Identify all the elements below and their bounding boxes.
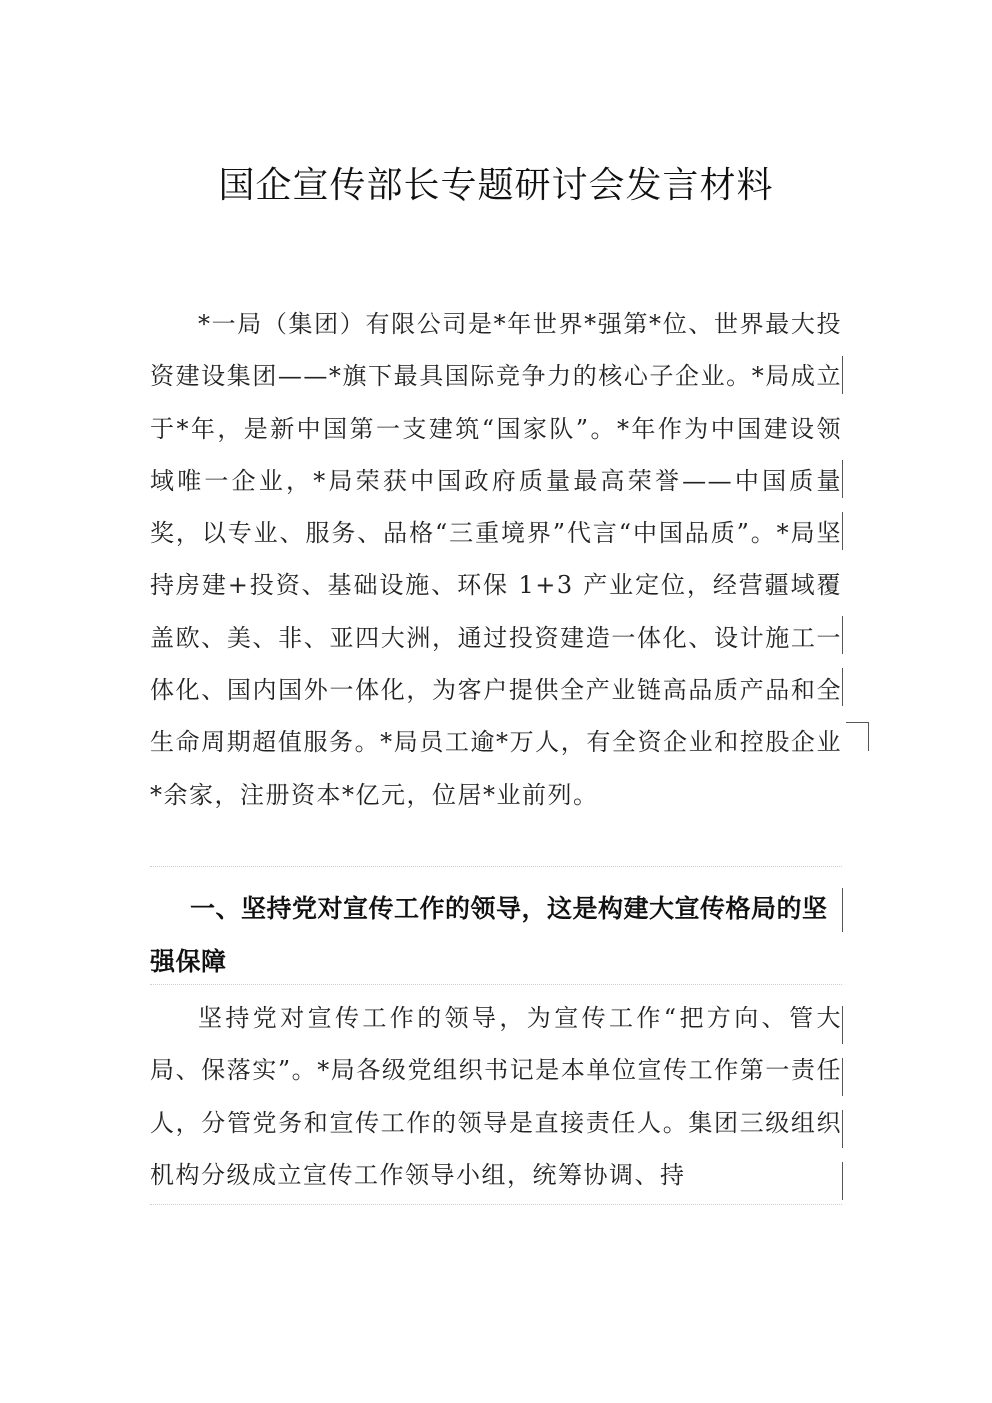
margin-mark: [842, 616, 843, 654]
margin-corner-mark: [846, 722, 869, 751]
margin-mark: [842, 1162, 843, 1200]
margin-mark: [842, 356, 843, 394]
margin-mark: [842, 512, 843, 550]
section-heading: 一、坚持党对宣传工作的领导，这是构建大宣传格局的坚强保障: [150, 894, 828, 976]
paragraph-divider: [150, 866, 842, 867]
heading-divider: [150, 984, 842, 985]
margin-mark: [842, 1006, 843, 1044]
margin-mark: [842, 1110, 843, 1148]
margin-mark: [842, 460, 843, 498]
intro-paragraph: *一局（集团）有限公司是*年世界*强第*位、世界最大投资建设集团——*旗下最具国际竞争力的核心子企业。*局成立于*年，是新中国第一支建筑“国家队”。*年作为中国建设领域唯一企业，*局荣获中国政府质量最高荣誉——中国质量奖，以专业、服务、品格“三重境界”代言“中国品质”。*局坚持房建+投资、基础设施、环保 1+3 产业定位，经营疆域覆盖欧、美、非、亚四大洲，通过投资建造一体化、设计施工一体化、国内国外一体化，为客户提供全产业链高品质产品和全生命周期超值服务。*局员工逾*万人，有全资企业和控股企业*余家，注册资本*亿元，位居*业前列。: [150, 310, 842, 809]
margin-mark: [842, 1058, 843, 1096]
section-paragraph: 坚持党对宣传工作的领导，为宣传工作“把方向、管大局、保落实”。*局各级党组织书记是本单位宣传工作第一责任人，分管党务和宣传工作的领导是直接责任人。集团三级组织机构分级成立宣传工作领导小组，统筹协调、持: [150, 1004, 842, 1189]
document-title: 国企宣传部长专题研讨会发言材料: [218, 165, 774, 206]
margin-mark: [842, 888, 843, 932]
margin-mark: [842, 668, 843, 706]
bottom-divider: [150, 1204, 842, 1205]
